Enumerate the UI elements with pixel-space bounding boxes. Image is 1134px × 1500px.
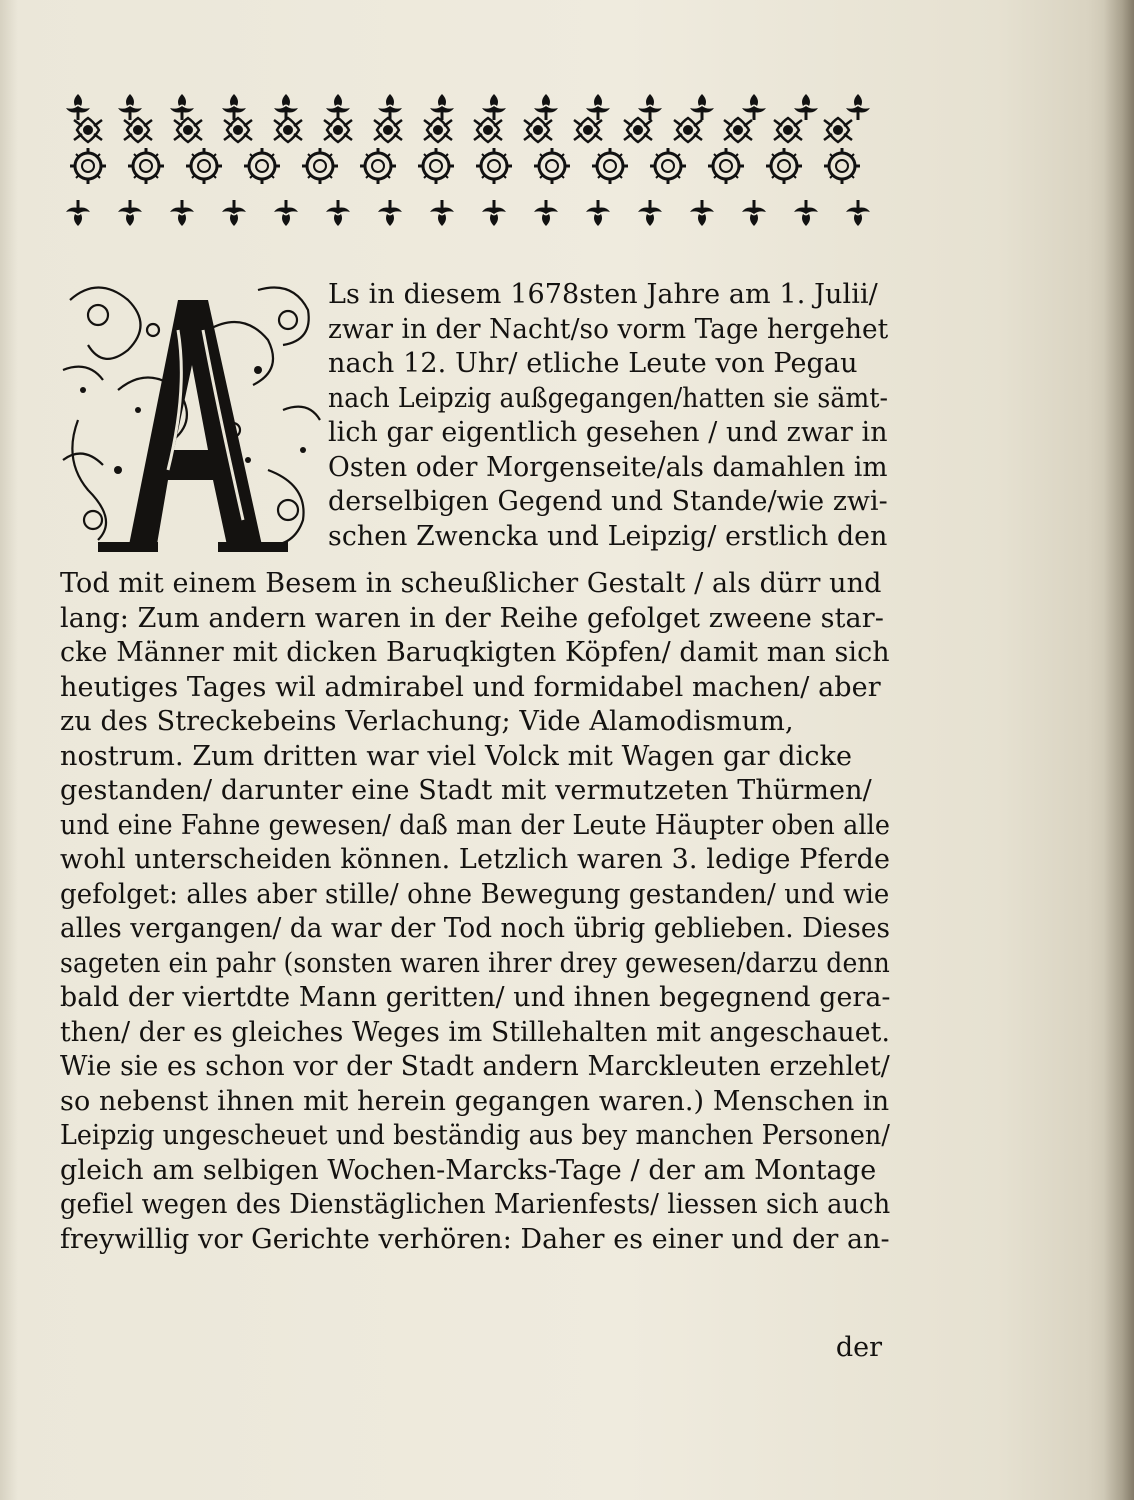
- text-line: schen Zwencka und Leipzig/ erstlich den: [328, 520, 888, 552]
- text-line: derselbigen Gegend und Stande/wie zwi-: [328, 486, 888, 517]
- text-line: bald der viertdte Mann geritten/ und ihnen begegnend gera-: [60, 982, 891, 1013]
- text-line: lich gar eigentlich gesehen / und zwar in: [328, 417, 888, 448]
- text-line: lang: Zum andern waren in der Reihe gefolget zweene star-: [60, 602, 884, 634]
- text-line: gestanden/ darunter eine Stadt mit vermutzeten Thürmen/: [60, 775, 872, 806]
- text-line: heutiges Tages wil admirabel und formidabel machen/ aber: [60, 671, 881, 703]
- text-line: Tod mit einem Besem in scheußlicher Gestalt / als dürr und: [60, 568, 882, 599]
- text-line: then/ der es gleiches Weges im Stillehalten mit angeschauet.: [60, 1016, 891, 1048]
- text-line: freywillig vor Gerichte verhören: Daher es einer und der an-: [60, 1223, 890, 1255]
- text-line: zu des Streckebeins Verlachung; Vide Alamodismum,: [60, 706, 794, 737]
- ornament-border-icon: [60, 88, 875, 230]
- text-line: so nebenst ihnen mit herein gegangen waren.) Menschen in: [60, 1085, 890, 1117]
- text-line: zwar in der Nacht/so vorm Tage hergehet: [328, 313, 889, 345]
- text-line: wohl unterscheiden können. Letzlich waren 3. ledige Pferde: [60, 844, 891, 875]
- text-line: sageten ein pahr (sonsten waren ihrer drey gewesen/darzu denn: [60, 947, 890, 979]
- text-line: Ls in diesem 1678sten Jahre am 1. Julii/: [328, 279, 878, 310]
- text-line: cke Männer mit dicken Baruqkigten Köpfen/ damit man sich: [60, 637, 890, 668]
- text-line: gefolget: alles aber stille/ ohne Bewegung gestanden/ und wie: [60, 878, 890, 910]
- text-line: und eine Fahne gewesen/ daß man der Leute Häupter oben alle: [60, 809, 891, 841]
- text-line: Leipzig ungescheuet und beständig aus bey manchen Personen/: [60, 1120, 890, 1151]
- text-line: gefiel wegen des Dienstäglichen Marienfests/ liessen sich auch: [60, 1189, 891, 1220]
- text-line: gleich am selbigen Wochen-Marcks-Tage / der am Montage: [60, 1154, 877, 1186]
- text-line: Osten oder Morgenseite/als damahlen im: [328, 451, 888, 483]
- decorated-initial-icon: [58, 270, 326, 558]
- drop-cap-paragraph: [328, 278, 888, 554]
- text-line: alles vergangen/ da war der Tod noch übrig geblieben. Dieses: [60, 913, 891, 944]
- catchword: der: [835, 1332, 882, 1363]
- page-left-shadow: [0, 0, 18, 1500]
- page-right-edge: [1104, 0, 1134, 1500]
- text-line: nach 12. Uhr/ etliche Leute von Pegau: [328, 348, 858, 379]
- body-paragraph: [60, 567, 890, 1257]
- text-line: Wie sie es schon vor der Stadt andern Marckleuten erzehlet/: [60, 1051, 890, 1082]
- text-line: nach Leipzig außgegangen/hatten sie sämt-: [328, 382, 889, 414]
- text-line: nostrum. Zum dritten war viel Volck mit Wagen gar dicke: [60, 740, 853, 772]
